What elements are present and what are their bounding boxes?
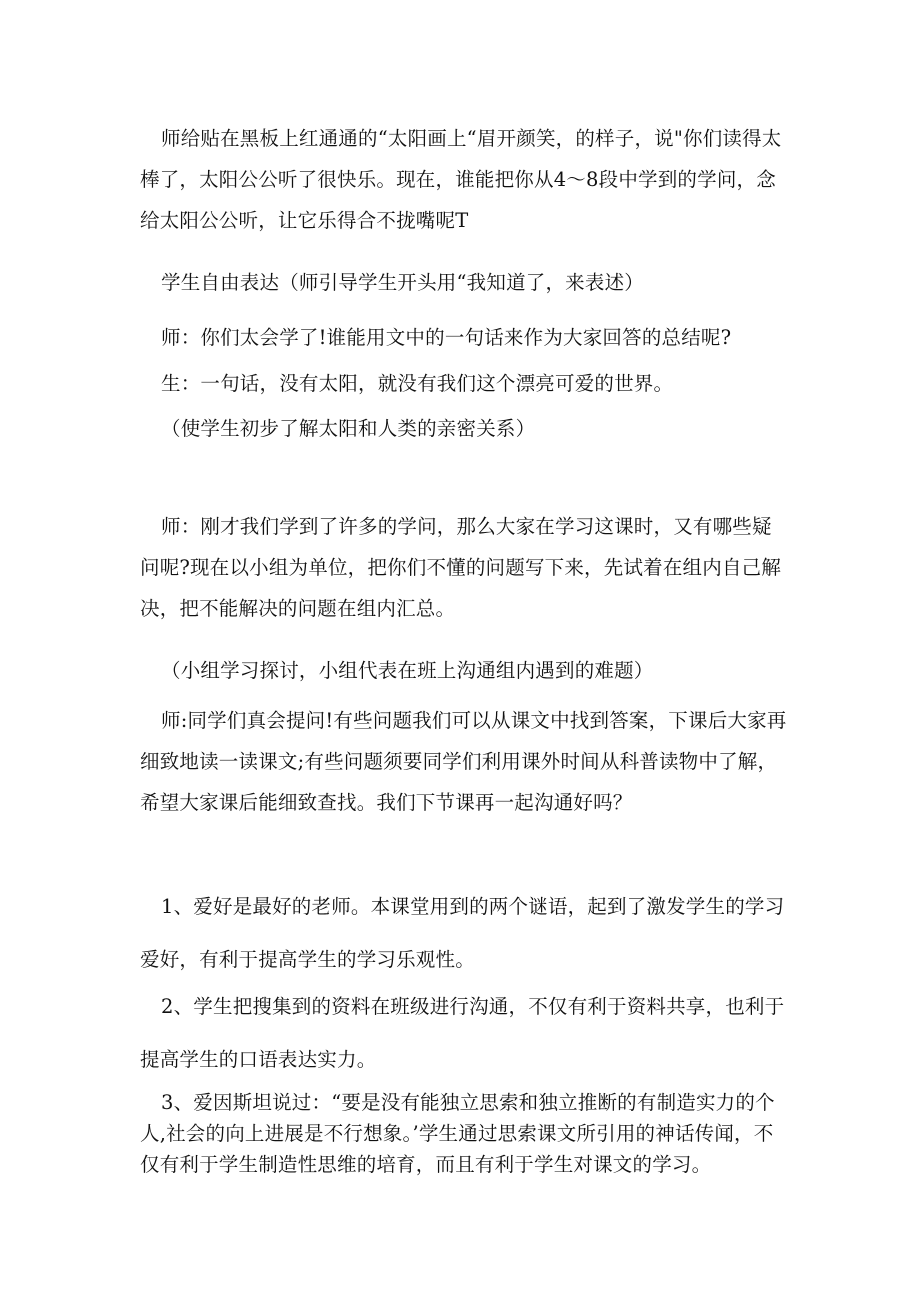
reflection-item-2: 2、学生把搜集到的资料在班级进行沟通，不仅有利于资料共享，也利于提高学生的口语表达实力。 <box>140 995 785 1071</box>
paragraph-student-expression: 学生自由表达（师引导学生开头用“我知道了，来表述） <box>161 271 644 294</box>
paragraph-group-discussion: （小组学习探讨，小组代表在班上沟通组内遇到的难题） <box>161 659 654 682</box>
reflection-item-1: 1、爱好是最好的老师。本课堂用到的两个谜语，起到了激发学生的学习爱好，有利于提高学生的学习乐观性。 <box>140 895 785 971</box>
paragraph-teacher-group-task: 师：刚才我们学到了许多的学问，那么大家在学习这课时，又有哪些疑问呢?现在以小组为单位，把你们不懂的问题写下来，先试着在组内自己解决，把不能解决的问题在组内汇总。 <box>140 515 782 620</box>
paragraph-teacher-question: 师：你们太会学了!谁能用文中的一句话来作为大家回答的总结呢? <box>161 326 732 349</box>
reflection-item-3: 3、爱因斯坦说过：“要是没有能独立思索和独立推断的有制造实力的个人,社会的向上进展是不行想象。’学生通过思索课文所引用的神话传闻，不仅有利于学生制造性思维的培育，而且有利于学生对课文的学习。 <box>140 1091 775 1176</box>
paragraph-teacher-summary: 师:同学们真会提问!有些问题我们可以从课文中找到答案，下课后大家再细致地读一读课文;有些问题须要同学们利用课外时间从科普读物中了解，希望大家课后能细致查找。我们下节课再一起沟通好吗？ <box>140 709 787 814</box>
paragraph-student-answer: 生：一句话，没有太阳，就没有我们这个漂亮可爱的世界。 <box>161 372 674 395</box>
paragraph-note-relationship: （使学生初步了解太阳和人类的亲密关系） <box>161 417 536 440</box>
paragraph-teacher-praise: 师给贴在黑板上红通通的“太阳画上“眉开颜笑，的样子，说"你们读得太棒了，太阳公公听了很快乐。现在，谁能把你从4～8段中学到的学问，念给太阳公公听，让它乐得合不拢嘴呢T <box>140 127 782 232</box>
